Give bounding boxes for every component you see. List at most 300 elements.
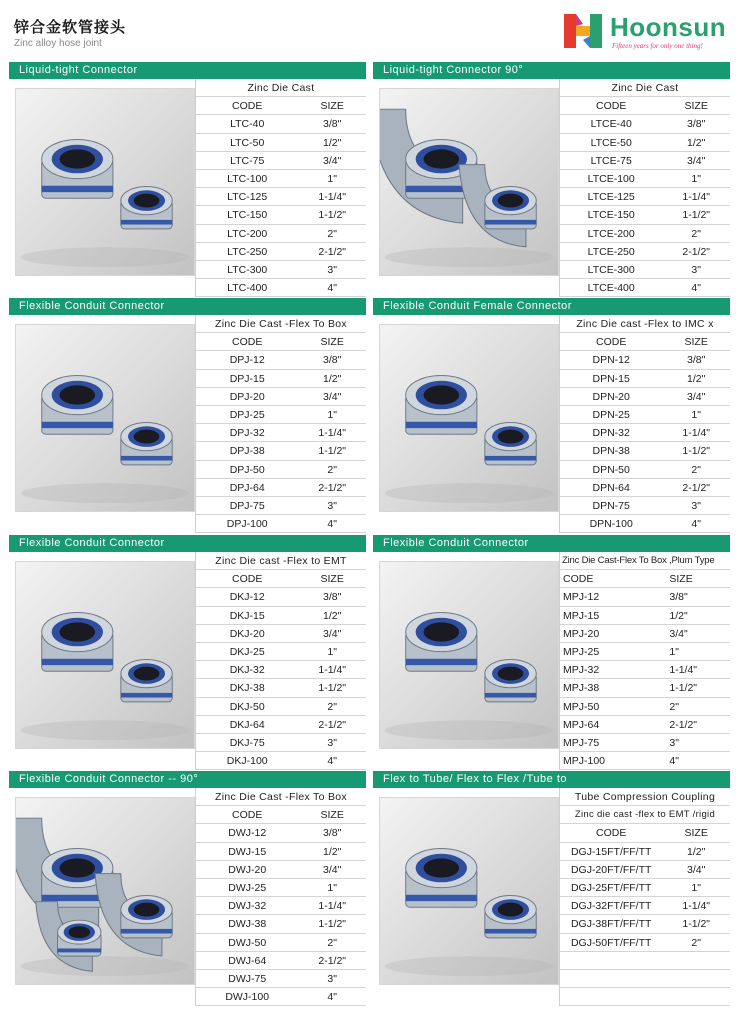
- spec-table: [195, 79, 366, 297]
- product-photo: [15, 561, 195, 749]
- column-header-code: CODE: [232, 100, 263, 113]
- product-size: 1-1/2": [682, 209, 711, 222]
- product-code: MPJ-15: [563, 609, 600, 622]
- spec-table: [195, 552, 366, 770]
- product-code: DPN-25: [592, 408, 630, 421]
- product-code: DWJ-75: [228, 972, 267, 985]
- product-size: 3": [327, 499, 337, 512]
- product-section: [373, 62, 730, 298]
- product-code: DPN-64: [592, 481, 630, 494]
- product-size: 1/2": [687, 845, 706, 858]
- table-row: [560, 170, 730, 188]
- product-code: DWJ-25: [228, 881, 267, 894]
- product-code: DPJ-25: [229, 408, 265, 421]
- product-code: LTC-200: [227, 227, 268, 240]
- table-row: [196, 752, 366, 770]
- product-size: 3/4": [669, 627, 688, 640]
- table-row: [196, 879, 366, 897]
- product-size: 1": [669, 645, 679, 658]
- page-title-chinese: 锌合金软管接头: [14, 18, 127, 36]
- product-size: 2": [327, 936, 337, 949]
- table-row: [196, 170, 366, 188]
- table-row: [560, 388, 730, 406]
- table-row: [196, 497, 366, 515]
- product-code: MPJ-50: [563, 700, 600, 713]
- product-size: 2": [691, 463, 701, 476]
- table-row: [196, 679, 366, 697]
- product-code: LTC-400: [227, 282, 268, 295]
- table-description: Zinc Die Cast: [560, 79, 730, 97]
- table-row: [560, 243, 730, 261]
- column-header-code: CODE: [596, 100, 627, 113]
- product-size: 1/2": [687, 136, 706, 149]
- empty-table-row: [560, 970, 730, 988]
- table-row: [560, 424, 730, 442]
- table-row: [560, 442, 730, 460]
- product-size: 3": [669, 736, 679, 749]
- product-code: LTC-300: [227, 263, 268, 276]
- product-size: 3/4": [323, 627, 342, 640]
- product-size: 2-1/2": [318, 718, 347, 731]
- product-code: MPJ-12: [563, 591, 600, 604]
- product-code: DWJ-100: [225, 991, 270, 1004]
- table-row: [196, 134, 366, 152]
- section-title: Liquid-tight Connector: [9, 62, 366, 79]
- table-description: Zinc Die Cast-Flex To Box ,Plum Type: [560, 552, 730, 570]
- product-code: DWJ-32: [228, 900, 267, 913]
- product-size: 1-1/4": [669, 664, 698, 677]
- table-row: [560, 643, 730, 661]
- product-section: [373, 535, 730, 771]
- product-size: 3/4": [687, 154, 706, 167]
- product-size: 4": [327, 518, 337, 531]
- product-code: DGJ-25FT/FF/TT: [570, 881, 652, 894]
- product-size: 2-1/2": [682, 245, 711, 258]
- column-header-size: SIZE: [684, 336, 708, 349]
- product-size: 1": [327, 172, 337, 185]
- product-code: DGJ-50FT/FF/TT: [570, 936, 652, 949]
- product-section: [373, 298, 730, 534]
- table-row: [560, 406, 730, 424]
- column-header-size: SIZE: [320, 336, 344, 349]
- product-code: MPJ-38: [563, 682, 600, 695]
- spec-table: [195, 788, 366, 1006]
- product-size: 3/4": [323, 154, 342, 167]
- product-code: LTCE-50: [590, 136, 632, 149]
- spec-table: [195, 315, 366, 533]
- product-code: DKJ-25: [229, 645, 265, 658]
- table-description: Tube Compression Coupling: [560, 788, 730, 806]
- table-row: [196, 515, 366, 533]
- table-row: [560, 188, 730, 206]
- product-code: DKJ-75: [229, 736, 265, 749]
- product-size: 1": [327, 645, 337, 658]
- product-photo: [379, 561, 559, 749]
- product-code: LTC-125: [227, 191, 268, 204]
- product-size: 3/8": [323, 591, 342, 604]
- product-code: DPJ-20: [229, 390, 265, 403]
- product-size: 1-1/2": [682, 918, 711, 931]
- table-header-row: [560, 824, 730, 842]
- column-header-code: CODE: [232, 573, 263, 586]
- product-size: 2-1/2": [318, 245, 347, 258]
- product-code: MPJ-64: [563, 718, 600, 731]
- product-size: 4": [327, 991, 337, 1004]
- spec-table: [559, 552, 730, 770]
- product-size: 4": [327, 755, 337, 768]
- product-size: 3": [691, 263, 701, 276]
- product-size: 1": [691, 172, 701, 185]
- product-photo: [15, 797, 195, 985]
- product-code: DWJ-38: [228, 918, 267, 931]
- product-code: DPN-38: [592, 445, 630, 458]
- product-code: LTCE-400: [587, 282, 635, 295]
- table-row: [196, 861, 366, 879]
- table-row: [196, 424, 366, 442]
- product-code: DKJ-100: [226, 755, 268, 768]
- table-row: [196, 824, 366, 842]
- product-code: LTCE-75: [590, 154, 632, 167]
- product-code: DWJ-50: [228, 936, 267, 949]
- product-size: 1-1/2": [682, 445, 711, 458]
- product-size: 2-1/2": [669, 718, 698, 731]
- product-size: 1-1/4": [318, 664, 347, 677]
- product-size: 4": [669, 755, 679, 768]
- product-size: 1-1/4": [682, 900, 711, 913]
- product-code: DPJ-50: [229, 463, 265, 476]
- product-size: 1-1/2": [318, 682, 347, 695]
- product-size: 1/2": [323, 136, 342, 149]
- table-row: [560, 897, 730, 915]
- product-code: MPJ-20: [563, 627, 600, 640]
- table-row: [560, 915, 730, 933]
- table-row: [560, 370, 730, 388]
- product-code: DKJ-15: [229, 609, 265, 622]
- product-code: DPN-20: [592, 390, 630, 403]
- empty-table-row: [560, 988, 730, 1006]
- table-row: [196, 225, 366, 243]
- table-row: [560, 588, 730, 606]
- product-code: DPJ-15: [229, 372, 265, 385]
- product-code: LTCE-200: [587, 227, 635, 240]
- table-row: [196, 442, 366, 460]
- product-code: LTCE-40: [590, 118, 632, 131]
- product-size: 3": [691, 499, 701, 512]
- table-description: Zinc Die Cast -Flex To Box: [196, 788, 366, 806]
- table-row: [196, 152, 366, 170]
- product-size: 1/2": [323, 609, 342, 622]
- product-code: DPJ-38: [229, 445, 265, 458]
- product-photo: [15, 324, 195, 512]
- table-row: [560, 607, 730, 625]
- table-header-row: [560, 333, 730, 351]
- table-row: [560, 934, 730, 952]
- brand-logo: [562, 10, 742, 54]
- table-row: [196, 897, 366, 915]
- column-header-size: SIZE: [320, 809, 344, 822]
- product-size: 4": [327, 282, 337, 295]
- table-row: [560, 497, 730, 515]
- product-size: 3/8": [323, 118, 342, 131]
- product-size: 1-1/2": [318, 209, 347, 222]
- table-row: [196, 188, 366, 206]
- product-code: DPJ-32: [229, 427, 265, 440]
- product-code: MPJ-100: [563, 755, 606, 768]
- product-code: DPN-15: [592, 372, 630, 385]
- product-photo: [15, 88, 195, 276]
- product-size: 3": [327, 736, 337, 749]
- table-row: [560, 625, 730, 643]
- column-header-code: CODE: [232, 809, 263, 822]
- product-size: 1/2": [323, 845, 342, 858]
- table-row: [196, 661, 366, 679]
- product-code: DPN-32: [592, 427, 630, 440]
- table-description: Zinc die cast -flex to EMT /rigid: [560, 806, 730, 824]
- product-code: LTCE-100: [587, 172, 635, 185]
- product-code: LTCE-150: [587, 209, 635, 222]
- table-row: [560, 661, 730, 679]
- product-size: 2": [691, 936, 701, 949]
- table-header-row: [196, 333, 366, 351]
- product-size: 1-1/4": [682, 191, 711, 204]
- product-size: 2": [691, 227, 701, 240]
- product-size: 2-1/2": [682, 481, 711, 494]
- section-title: Flexible Conduit Connector: [9, 535, 366, 552]
- table-row: [196, 206, 366, 224]
- table-row: [560, 879, 730, 897]
- table-header-row: [560, 97, 730, 115]
- product-section: [9, 771, 366, 1007]
- product-code: LTC-75: [230, 154, 265, 167]
- spec-table: [559, 788, 730, 1006]
- table-row: [196, 461, 366, 479]
- column-header-code: CODE: [232, 336, 263, 349]
- column-header-code: CODE: [596, 336, 627, 349]
- table-row: [560, 134, 730, 152]
- table-row: [196, 115, 366, 133]
- table-row: [196, 243, 366, 261]
- product-size: 2": [327, 463, 337, 476]
- table-row: [196, 915, 366, 933]
- table-row: [196, 279, 366, 297]
- product-size: 3/8": [687, 354, 706, 367]
- table-description: Zinc Die cast -Flex to IMC x: [560, 315, 730, 333]
- product-code: DKJ-20: [229, 627, 265, 640]
- table-description: Zinc Die Cast -Flex To Box: [196, 315, 366, 333]
- table-row: [196, 716, 366, 734]
- product-size: 3/8": [323, 827, 342, 840]
- product-section: [373, 771, 730, 1007]
- product-code: MPJ-32: [563, 664, 600, 677]
- table-row: [196, 843, 366, 861]
- product-section: [9, 535, 366, 771]
- product-section: [9, 62, 366, 298]
- table-row: [196, 370, 366, 388]
- table-row: [560, 679, 730, 697]
- product-size: 3": [327, 972, 337, 985]
- table-row: [196, 952, 366, 970]
- table-row: [196, 970, 366, 988]
- product-section: [9, 298, 366, 534]
- product-code: DWJ-15: [228, 845, 267, 858]
- section-title: Flexible Conduit Connector: [9, 298, 366, 315]
- column-header-size: SIZE: [320, 573, 344, 586]
- section-title: Flex to Tube/ Flex to Flex /Tube to: [373, 771, 730, 788]
- product-code: LTC-150: [227, 209, 268, 222]
- section-title: Flexible Conduit Connector: [373, 535, 730, 552]
- product-size: 3/8": [687, 118, 706, 131]
- product-size: 4": [691, 282, 701, 295]
- hoonsun-h-logo-icon: [562, 10, 604, 52]
- table-row: [560, 734, 730, 752]
- product-size: 3": [327, 263, 337, 276]
- table-row: [560, 206, 730, 224]
- product-size: 1": [691, 881, 701, 894]
- product-size: 1-1/4": [682, 427, 711, 440]
- table-row: [196, 607, 366, 625]
- product-code: DPN-75: [592, 499, 630, 512]
- product-code: DPJ-100: [226, 518, 268, 531]
- product-code: DGJ-32FT/FF/TT: [570, 900, 652, 913]
- product-size: 1/2": [669, 609, 688, 622]
- table-row: [560, 115, 730, 133]
- table-row: [196, 698, 366, 716]
- product-code: LTCE-125: [587, 191, 635, 204]
- table-row: [196, 625, 366, 643]
- page-title-english: Zinc alloy hose joint: [14, 38, 102, 49]
- table-row: [560, 515, 730, 533]
- page-header: [0, 0, 750, 60]
- table-row: [560, 225, 730, 243]
- column-header-size: SIZE: [684, 827, 708, 840]
- table-row: [560, 861, 730, 879]
- product-code: DGJ-15FT/FF/TT: [570, 845, 652, 858]
- product-size: 1-1/2": [318, 445, 347, 458]
- product-size: 4": [691, 518, 701, 531]
- product-code: DGJ-38FT/FF/TT: [570, 918, 652, 931]
- column-header-code: CODE: [563, 573, 594, 586]
- product-size: 1-1/4": [318, 427, 347, 440]
- table-row: [196, 934, 366, 952]
- product-size: 3/4": [323, 390, 342, 403]
- product-photo: [379, 324, 559, 512]
- product-size: 3/4": [687, 863, 706, 876]
- product-size: 1": [691, 408, 701, 421]
- product-size: 2-1/2": [318, 481, 347, 494]
- table-row: [560, 351, 730, 369]
- table-row: [196, 479, 366, 497]
- product-size: 2": [669, 700, 679, 713]
- product-code: DPN-12: [592, 354, 630, 367]
- product-size: 2": [327, 227, 337, 240]
- product-code: DWJ-12: [228, 827, 267, 840]
- product-code: LTC-50: [230, 136, 265, 149]
- column-header-size: SIZE: [320, 100, 344, 113]
- table-row: [196, 988, 366, 1006]
- product-size: 2": [327, 700, 337, 713]
- product-code: DKJ-32: [229, 664, 265, 677]
- product-size: 1-1/4": [318, 900, 347, 913]
- product-code: DKJ-12: [229, 591, 265, 604]
- table-row: [196, 734, 366, 752]
- product-code: DPN-100: [589, 518, 633, 531]
- brand-slogan: Fifteen years for only one thing!: [612, 42, 703, 50]
- product-code: DPJ-64: [229, 481, 265, 494]
- product-size: 3/4": [687, 390, 706, 403]
- product-size: 1": [327, 408, 337, 421]
- product-code: DKJ-50: [229, 700, 265, 713]
- product-code: DPN-50: [592, 463, 630, 476]
- table-row: [560, 843, 730, 861]
- table-description: Zinc Die Cast: [196, 79, 366, 97]
- product-code: DWJ-20: [228, 863, 267, 876]
- table-row: [560, 716, 730, 734]
- table-header-row: [196, 806, 366, 824]
- table-row: [560, 152, 730, 170]
- table-row: [560, 752, 730, 770]
- product-code: LTC-40: [230, 118, 265, 131]
- empty-table-row: [560, 952, 730, 970]
- product-size: 3/8": [323, 354, 342, 367]
- product-size: 2-1/2": [318, 954, 347, 967]
- spec-table: [559, 79, 730, 297]
- table-row: [196, 643, 366, 661]
- table-row: [560, 279, 730, 297]
- product-code: DPJ-12: [229, 354, 265, 367]
- table-row: [560, 479, 730, 497]
- product-size: 1-1/2": [669, 682, 698, 695]
- product-code: LTC-100: [227, 172, 268, 185]
- brand-name: Hoonsun: [610, 12, 727, 42]
- product-code: MPJ-25: [563, 645, 600, 658]
- table-row: [196, 261, 366, 279]
- column-header-size: SIZE: [684, 100, 708, 113]
- product-code: DGJ-20FT/FF/TT: [570, 863, 652, 876]
- section-title: Liquid-tight Connector 90°: [373, 62, 730, 79]
- product-code: LTCE-300: [587, 263, 635, 276]
- table-row: [560, 698, 730, 716]
- table-row: [196, 588, 366, 606]
- table-header-row: [196, 97, 366, 115]
- product-size: 3/8": [669, 591, 688, 604]
- column-header-code: CODE: [596, 827, 627, 840]
- product-code: MPJ-75: [563, 736, 600, 749]
- product-code: DPJ-75: [229, 499, 265, 512]
- product-size: 1/2": [323, 372, 342, 385]
- table-row: [560, 461, 730, 479]
- product-size: 1-1/2": [318, 918, 347, 931]
- product-size: 3/4": [323, 863, 342, 876]
- column-header-size: SIZE: [669, 573, 693, 586]
- table-description: Zinc Die cast -Flex to EMT: [196, 552, 366, 570]
- table-row: [196, 406, 366, 424]
- table-header-row: [560, 570, 730, 588]
- product-code: LTC-250: [227, 245, 268, 258]
- table-row: [560, 261, 730, 279]
- product-code: DWJ-64: [228, 954, 267, 967]
- product-code: DKJ-64: [229, 718, 265, 731]
- product-size: 1/2": [687, 372, 706, 385]
- product-code: LTCE-250: [587, 245, 635, 258]
- table-header-row: [196, 570, 366, 588]
- product-photo: [379, 88, 559, 276]
- product-photo: [379, 797, 559, 985]
- product-size: 1": [327, 881, 337, 894]
- spec-table: [559, 315, 730, 533]
- product-code: DKJ-38: [229, 682, 265, 695]
- section-title: Flexible Conduit Connector -- 90°: [9, 771, 366, 788]
- table-row: [196, 388, 366, 406]
